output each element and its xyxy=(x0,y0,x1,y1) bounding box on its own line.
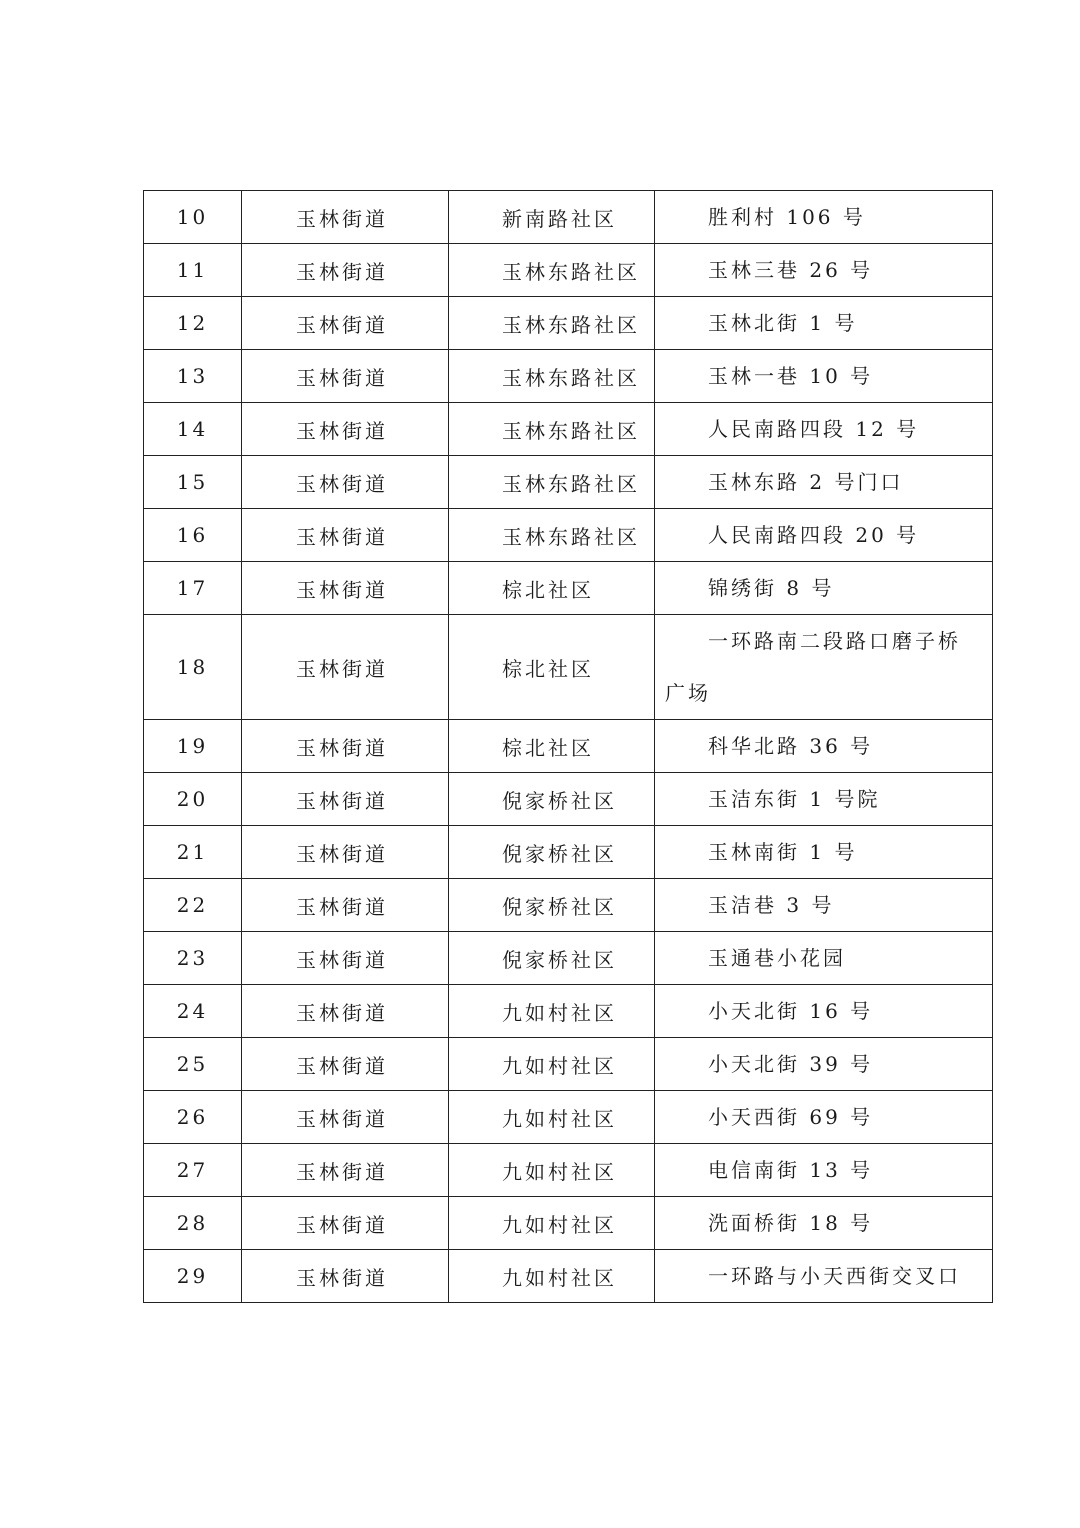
address-cell xyxy=(655,1038,993,1091)
address-text: 玉林三巷 26 号 xyxy=(708,258,874,282)
table-row xyxy=(144,615,993,720)
address-cell xyxy=(655,562,993,615)
community-cell: 玉林东路社区 xyxy=(449,297,655,350)
community-cell: 九如村社区 xyxy=(449,1144,655,1197)
address-text: 玉洁巷 3 号 xyxy=(708,893,835,917)
address-cell xyxy=(655,773,993,826)
street-cell: 玉林街道 xyxy=(242,403,449,456)
address-cell xyxy=(655,879,993,932)
address-text: 小天西街 69 号 xyxy=(708,1105,874,1129)
community-cell: 玉林东路社区 xyxy=(449,456,655,509)
street-cell: 玉林街道 xyxy=(242,1038,449,1091)
street-cell: 玉林街道 xyxy=(242,1091,449,1144)
table-row xyxy=(144,1091,993,1144)
row-number: 12 xyxy=(144,297,242,350)
community-cell: 倪家桥社区 xyxy=(449,826,655,879)
address-cell xyxy=(655,1250,993,1303)
row-number: 19 xyxy=(144,720,242,773)
row-number: 22 xyxy=(144,879,242,932)
street-cell: 玉林街道 xyxy=(242,879,449,932)
table-row xyxy=(144,1144,993,1197)
address-text: 玉通巷小花园 xyxy=(708,946,846,970)
table-row xyxy=(144,1038,993,1091)
address-cell xyxy=(655,985,993,1038)
address-cell xyxy=(655,244,993,297)
address-text: 科华北路 36 号 xyxy=(708,734,874,758)
community-cell: 倪家桥社区 xyxy=(449,879,655,932)
table-row xyxy=(144,456,993,509)
address-cell xyxy=(655,1091,993,1144)
table-row xyxy=(144,985,993,1038)
location-table xyxy=(143,190,993,1303)
row-number: 20 xyxy=(144,773,242,826)
street-cell: 玉林街道 xyxy=(242,615,449,720)
address-cell xyxy=(655,456,993,509)
row-number: 11 xyxy=(144,244,242,297)
address-text: 一环路与小天西街交叉口 xyxy=(708,1264,961,1288)
street-cell: 玉林街道 xyxy=(242,350,449,403)
street-cell: 玉林街道 xyxy=(242,562,449,615)
table-row xyxy=(144,297,993,350)
address-cell xyxy=(655,826,993,879)
community-cell: 棕北社区 xyxy=(449,615,655,720)
table-row xyxy=(144,509,993,562)
row-number: 26 xyxy=(144,1091,242,1144)
row-number: 13 xyxy=(144,350,242,403)
community-cell: 玉林东路社区 xyxy=(449,403,655,456)
table-row xyxy=(144,773,993,826)
table-row xyxy=(144,403,993,456)
street-cell: 玉林街道 xyxy=(242,509,449,562)
address-text: 玉林南街 1 号 xyxy=(708,840,858,864)
community-cell: 玉林东路社区 xyxy=(449,509,655,562)
address-cell xyxy=(655,932,993,985)
address-cell xyxy=(655,1144,993,1197)
address-text: 洗面桥街 18 号 xyxy=(708,1211,874,1235)
row-number: 23 xyxy=(144,932,242,985)
row-number: 21 xyxy=(144,826,242,879)
address-text: 玉林一巷 10 号 xyxy=(708,364,874,388)
row-number: 16 xyxy=(144,509,242,562)
community-cell: 棕北社区 xyxy=(449,720,655,773)
street-cell: 玉林街道 xyxy=(242,1197,449,1250)
address-text: 玉林东路 2 号门口 xyxy=(708,470,904,494)
address-text: 玉洁东街 1 号院 xyxy=(708,787,881,811)
community-cell: 棕北社区 xyxy=(449,562,655,615)
address-text: 胜利村 106 号 xyxy=(708,205,866,229)
street-cell: 玉林街道 xyxy=(242,720,449,773)
address-text: 锦绣街 8 号 xyxy=(708,576,835,600)
community-cell: 新南路社区 xyxy=(449,191,655,244)
street-cell: 玉林街道 xyxy=(242,985,449,1038)
street-cell: 玉林街道 xyxy=(242,1144,449,1197)
table-row xyxy=(144,826,993,879)
row-number: 15 xyxy=(144,456,242,509)
address-cell xyxy=(655,615,993,720)
street-cell: 玉林街道 xyxy=(242,932,449,985)
community-cell: 九如村社区 xyxy=(449,1197,655,1250)
row-number: 24 xyxy=(144,985,242,1038)
table-row xyxy=(144,244,993,297)
address-text: 小天北街 39 号 xyxy=(708,1052,874,1076)
street-cell: 玉林街道 xyxy=(242,826,449,879)
row-number: 18 xyxy=(144,615,242,720)
address-text: 一环路南二段路口磨子桥广场 xyxy=(665,629,961,705)
table-row xyxy=(144,720,993,773)
row-number: 25 xyxy=(144,1038,242,1091)
community-cell: 玉林东路社区 xyxy=(449,244,655,297)
address-cell xyxy=(655,191,993,244)
street-cell: 玉林街道 xyxy=(242,297,449,350)
row-number: 17 xyxy=(144,562,242,615)
table-row xyxy=(144,1197,993,1250)
row-number: 28 xyxy=(144,1197,242,1250)
street-cell: 玉林街道 xyxy=(242,244,449,297)
row-number: 10 xyxy=(144,191,242,244)
community-cell: 玉林东路社区 xyxy=(449,350,655,403)
row-number: 27 xyxy=(144,1144,242,1197)
community-cell: 倪家桥社区 xyxy=(449,932,655,985)
table-row xyxy=(144,350,993,403)
community-cell: 九如村社区 xyxy=(449,1091,655,1144)
address-cell xyxy=(655,1197,993,1250)
table-row xyxy=(144,1250,993,1303)
row-number: 14 xyxy=(144,403,242,456)
address-text: 电信南街 13 号 xyxy=(708,1158,874,1182)
address-text: 人民南路四段 12 号 xyxy=(708,417,920,441)
street-cell: 玉林街道 xyxy=(242,456,449,509)
table-row xyxy=(144,879,993,932)
address-text: 人民南路四段 20 号 xyxy=(708,523,920,547)
community-cell: 倪家桥社区 xyxy=(449,773,655,826)
community-cell: 九如村社区 xyxy=(449,985,655,1038)
address-cell xyxy=(655,403,993,456)
address-cell xyxy=(655,350,993,403)
street-cell: 玉林街道 xyxy=(242,773,449,826)
street-cell: 玉林街道 xyxy=(242,191,449,244)
table-row xyxy=(144,191,993,244)
row-number: 29 xyxy=(144,1250,242,1303)
community-cell: 九如村社区 xyxy=(449,1038,655,1091)
address-cell xyxy=(655,509,993,562)
street-cell: 玉林街道 xyxy=(242,1250,449,1303)
table-row xyxy=(144,562,993,615)
address-cell xyxy=(655,720,993,773)
table-row xyxy=(144,932,993,985)
community-cell: 九如村社区 xyxy=(449,1250,655,1303)
address-text: 玉林北街 1 号 xyxy=(708,311,858,335)
address-text: 小天北街 16 号 xyxy=(708,999,874,1023)
address-cell xyxy=(655,297,993,350)
